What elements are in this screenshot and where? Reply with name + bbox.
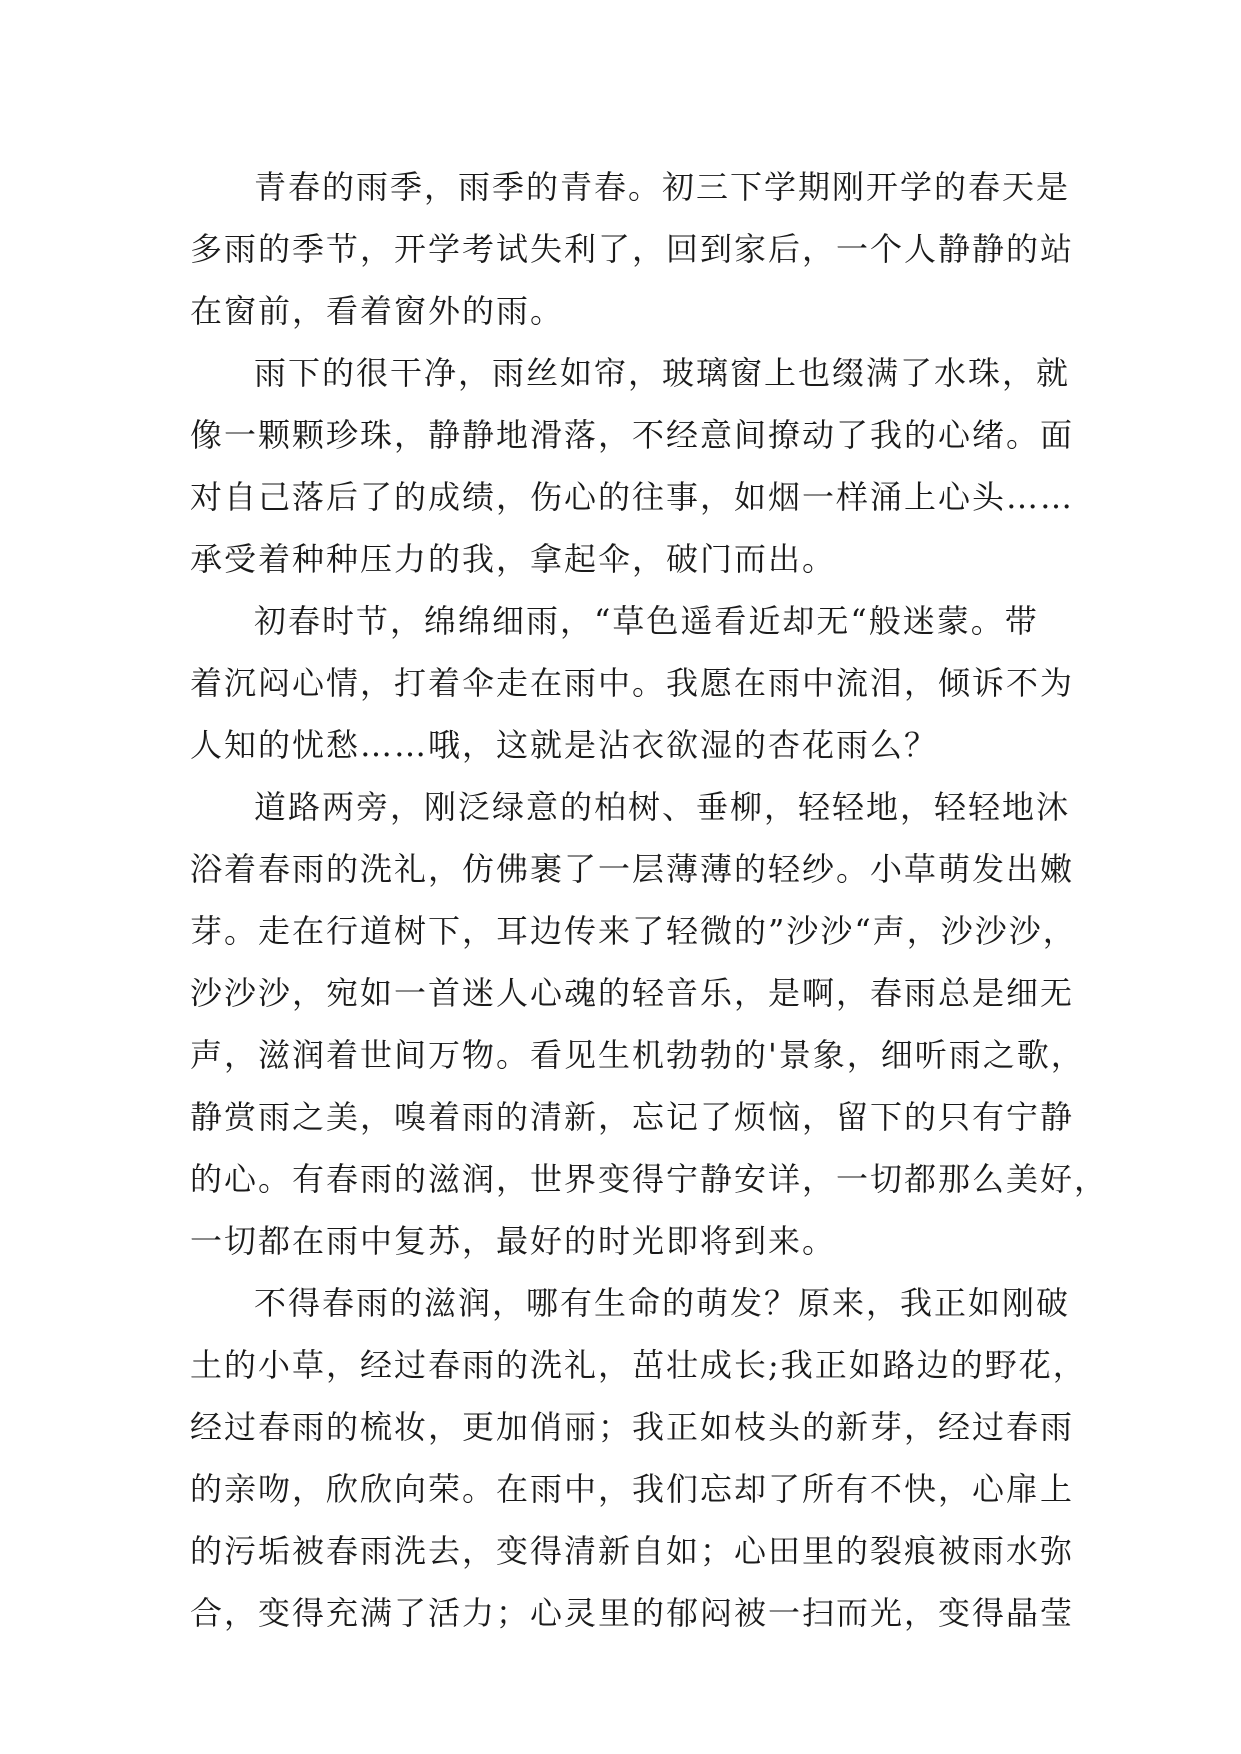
text-line: 一切都在雨中复苏，最好的时光即将到来。 (190, 1222, 837, 1260)
text-line: 声，滋润着世间万物。看见生机勃勃的'景象，细听雨之歌， (190, 1036, 1085, 1074)
text-line: 合，变得充满了活力；心灵里的郁闷被一扫而光，变得晶莹 (190, 1594, 1075, 1632)
text-line: 浴着春雨的洗礼，仿佛裹了一层薄薄的轻纱。小草萌发出嫩 (190, 850, 1075, 888)
paragraph-5 (190, 1272, 1087, 1644)
text-line: 土的小草，经过春雨的洗礼，茁壮成长;我正如路边的野花， (190, 1346, 1087, 1384)
text-line: 雨下的很干净，雨丝如帘，玻璃窗上也缀满了水珠，就 (254, 354, 1071, 392)
text-line: 沙沙沙，宛如一首迷人心魂的轻音乐，是啊，春雨总是细无 (190, 974, 1075, 1012)
text-line: 静赏雨之美，嗅着雨的清新，忘记了烦恼，留下的只有宁静 (190, 1098, 1075, 1136)
text-line: 对自己落后了的成绩，伤心的往事，如烟一样涌上心头…… (190, 478, 1075, 516)
text-line: 经过春雨的梳妆，更加俏丽；我正如枝头的新芽，经过春雨 (190, 1408, 1075, 1446)
text-line: 道路两旁，刚泛绿意的柏树、垂柳，轻轻地，轻轻地沐 (254, 788, 1071, 826)
text-line: 人知的忧愁……哦，这就是沾衣欲湿的杏花雨么？ (190, 726, 939, 764)
text-line: 像一颗颗珍珠，静静地滑落，不经意间撩动了我的心绪。面 (190, 416, 1075, 454)
text-line: 初春时节，绵绵细雨，“草色遥看近却无“般迷蒙。带 (254, 602, 1039, 640)
text-line: 不得春雨的滋润，哪有生命的萌发？原来，我正如刚破 (254, 1284, 1071, 1322)
text-line: 着沉闷心情，打着伞走在雨中。我愿在雨中流泪，倾诉不为 (190, 664, 1075, 702)
text-line: 在窗前，看着窗外的雨。 (190, 292, 565, 330)
text-line: 承受着种种压力的我，拿起伞，破门而出。 (190, 540, 837, 578)
document-body (190, 156, 1109, 1644)
paragraph-4 (190, 776, 1109, 1272)
text-line: 芽。走在行道树下，耳边传来了轻微的”沙沙“声，沙沙沙， (190, 912, 1077, 950)
paragraph-3 (190, 590, 1075, 776)
paragraph-1 (190, 156, 1075, 342)
text-line: 的污垢被春雨洗去，变得清新自如；心田里的裂痕被雨水弥 (190, 1532, 1075, 1570)
text-line: 青春的雨季，雨季的青春。初三下学期刚开学的春天是 (254, 168, 1071, 206)
text-line: 的亲吻，欣欣向荣。在雨中，我们忘却了所有不快，心扉上 (190, 1470, 1075, 1508)
text-line: 的心。有春雨的滋润，世界变得宁静安详，一切都那么美好， (190, 1160, 1109, 1198)
paragraph-2 (190, 342, 1075, 590)
text-line: 多雨的季节，开学考试失利了，回到家后，一个人静静的站 (190, 230, 1075, 268)
